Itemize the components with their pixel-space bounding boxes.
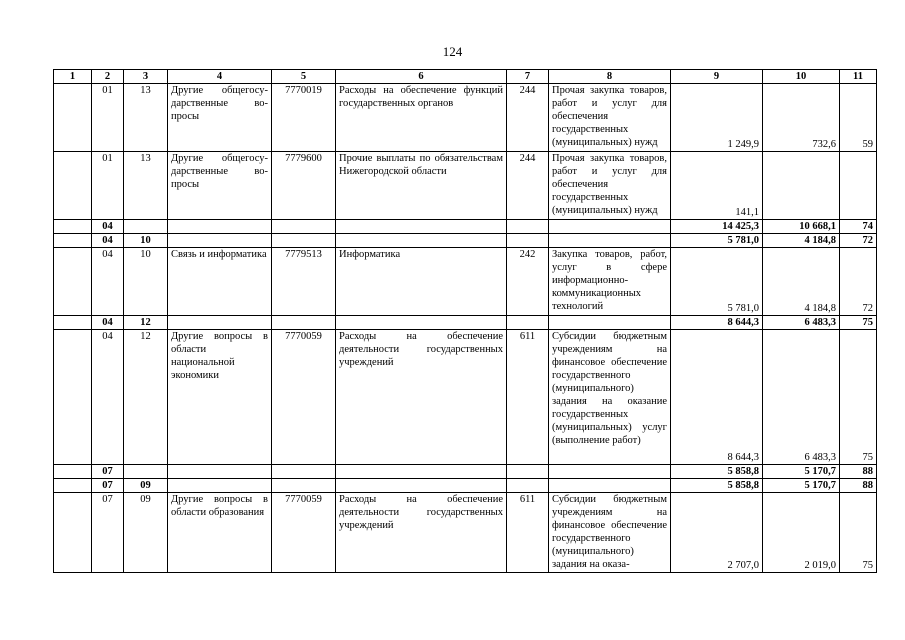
expense-type-cell: 244 xyxy=(507,84,549,152)
subsection-cell: 12 xyxy=(124,330,168,465)
plan-amount-cell: 8 644,3 xyxy=(671,330,763,465)
plan-amount-cell: 8 644,3 xyxy=(671,316,763,330)
percent-cell: 88 xyxy=(840,465,877,479)
target-article-cell: 7779513 xyxy=(272,248,336,316)
percent-cell: 75 xyxy=(840,316,877,330)
article-name-cell xyxy=(336,316,507,330)
col1-cell xyxy=(54,84,92,152)
actual-amount-cell: 5 170,7 xyxy=(763,465,840,479)
actual-amount-cell: 4 184,8 xyxy=(763,234,840,248)
plan-amount-cell: 5 781,0 xyxy=(671,248,763,316)
percent-cell xyxy=(840,152,877,220)
percent-cell: 75 xyxy=(840,493,877,573)
expense-type-name-cell xyxy=(549,234,671,248)
target-article-cell: 7779600 xyxy=(272,152,336,220)
subsection-cell: 09 xyxy=(124,479,168,493)
col1-cell xyxy=(54,234,92,248)
article-name-cell: Расходы на обеспечение деятельности государственных учреждений xyxy=(336,493,507,573)
header-cell: 3 xyxy=(124,70,168,84)
section-cell: 07 xyxy=(92,465,124,479)
percent-cell: 72 xyxy=(840,234,877,248)
expense-type-cell: 242 xyxy=(507,248,549,316)
target-article-cell: 7770059 xyxy=(272,493,336,573)
expense-type-cell xyxy=(507,234,549,248)
expense-type-cell: 611 xyxy=(507,330,549,465)
header-cell: 10 xyxy=(763,70,840,84)
header-cell: 9 xyxy=(671,70,763,84)
plan-amount-cell: 5 858,8 xyxy=(671,479,763,493)
expense-type-cell xyxy=(507,316,549,330)
article-name-cell: Прочие выплаты по обязательствам Нижегородской области xyxy=(336,152,507,220)
expense-type-name-cell: Субсидии бюджетным учреждениям на финансовое обеспечение государственного (муниципального) задания на оказание государственных (муниципальных) услуг (выполнение работ) xyxy=(549,330,671,465)
target-article-cell xyxy=(272,316,336,330)
section-name-cell xyxy=(168,465,272,479)
target-article-cell xyxy=(272,220,336,234)
section-cell: 01 xyxy=(92,84,124,152)
header-cell: 4 xyxy=(168,70,272,84)
table-row xyxy=(54,330,877,465)
col1-cell xyxy=(54,493,92,573)
article-name-cell xyxy=(336,220,507,234)
actual-amount-cell: 10 668,1 xyxy=(763,220,840,234)
actual-amount-cell: 6 483,3 xyxy=(763,330,840,465)
subsection-cell: 12 xyxy=(124,316,168,330)
plan-amount-cell: 2 707,0 xyxy=(671,493,763,573)
expense-type-cell xyxy=(507,220,549,234)
section-name-cell: Другие общегосу-дарственные во-просы xyxy=(168,152,272,220)
subtotal-row xyxy=(54,234,877,248)
col1-cell xyxy=(54,316,92,330)
subsection-cell xyxy=(124,465,168,479)
article-name-cell xyxy=(336,465,507,479)
actual-amount-cell xyxy=(763,152,840,220)
actual-amount-cell: 732,6 xyxy=(763,84,840,152)
header-cell: 5 xyxy=(272,70,336,84)
subtotal-row xyxy=(54,220,877,234)
target-article-cell: 7770019 xyxy=(272,84,336,152)
expense-type-name-cell xyxy=(549,316,671,330)
target-article-cell: 7770059 xyxy=(272,330,336,465)
table-row xyxy=(54,493,877,573)
article-name-cell xyxy=(336,234,507,248)
section-cell: 04 xyxy=(92,220,124,234)
expense-type-cell xyxy=(507,465,549,479)
section-name-cell xyxy=(168,479,272,493)
article-name-cell: Информатика xyxy=(336,248,507,316)
col1-cell xyxy=(54,330,92,465)
subtotal-row xyxy=(54,465,877,479)
table-row xyxy=(54,84,877,152)
section-cell: 07 xyxy=(92,479,124,493)
actual-amount-cell: 4 184,8 xyxy=(763,248,840,316)
col1-cell xyxy=(54,220,92,234)
col1-cell xyxy=(54,152,92,220)
page-number: 124 xyxy=(442,44,463,59)
section-cell: 07 xyxy=(92,493,124,573)
plan-amount-cell: 1 249,9 xyxy=(671,84,763,152)
percent-cell: 59 xyxy=(840,84,877,152)
percent-cell: 72 xyxy=(840,248,877,316)
header-cell: 11 xyxy=(840,70,877,84)
section-name-cell: Другие вопросы в области образования xyxy=(168,493,272,573)
plan-amount-cell: 5 781,0 xyxy=(671,234,763,248)
table-row xyxy=(54,152,877,220)
section-cell: 04 xyxy=(92,234,124,248)
plan-amount-cell: 14 425,3 xyxy=(671,220,763,234)
section-name-cell: Другие вопросы в области национальной экономики xyxy=(168,330,272,465)
expense-type-cell: 611 xyxy=(507,493,549,573)
expense-type-name-cell: Прочая закупка товаров, работ и услуг для обеспечения государственных (муниципальных) нужд xyxy=(549,84,671,152)
section-name-cell xyxy=(168,220,272,234)
percent-cell: 88 xyxy=(840,479,877,493)
expense-type-cell: 244 xyxy=(507,152,549,220)
article-name-cell: Расходы на обеспечение деятельности государственных учреждений xyxy=(336,330,507,465)
article-name-cell: Расходы на обеспечение функций государственных органов xyxy=(336,84,507,152)
section-name-cell xyxy=(168,316,272,330)
target-article-cell xyxy=(272,479,336,493)
article-name-cell xyxy=(336,479,507,493)
expense-type-name-cell xyxy=(549,479,671,493)
header-cell: 7 xyxy=(507,70,549,84)
col1-cell xyxy=(54,479,92,493)
header-cell: 1 xyxy=(54,70,92,84)
expense-type-name-cell: Закупка товаров, работ, услуг в сфере информационно-коммуникационных технологий xyxy=(549,248,671,316)
section-cell: 01 xyxy=(92,152,124,220)
header-cell: 8 xyxy=(549,70,671,84)
budget-table xyxy=(53,69,877,573)
subtotal-row xyxy=(54,479,877,493)
col1-cell xyxy=(54,248,92,316)
actual-amount-cell: 5 170,7 xyxy=(763,479,840,493)
subsection-cell: 13 xyxy=(124,84,168,152)
target-article-cell xyxy=(272,465,336,479)
expense-type-name-cell: Прочая закупка товаров, работ и услуг для обеспечения государственных (муниципальных) нужд xyxy=(549,152,671,220)
header-row xyxy=(54,70,877,84)
target-article-cell xyxy=(272,234,336,248)
expense-type-name-cell: Субсидии бюджетным учреждениям на финансовое обеспечение государственного (муниципального) задания на оказа- xyxy=(549,493,671,573)
section-cell: 04 xyxy=(92,248,124,316)
col1-cell xyxy=(54,465,92,479)
expense-type-cell xyxy=(507,479,549,493)
section-name-cell xyxy=(168,234,272,248)
subsection-cell: 10 xyxy=(124,234,168,248)
expense-type-name-cell xyxy=(549,220,671,234)
expense-type-name-cell xyxy=(549,465,671,479)
header-cell: 2 xyxy=(92,70,124,84)
plan-amount-cell: 141,1 xyxy=(671,152,763,220)
subtotal-row xyxy=(54,316,877,330)
header-cell: 6 xyxy=(336,70,507,84)
section-cell: 04 xyxy=(92,330,124,465)
subsection-cell: 09 xyxy=(124,493,168,573)
percent-cell: 75 xyxy=(840,330,877,465)
percent-cell: 74 xyxy=(840,220,877,234)
section-cell: 04 xyxy=(92,316,124,330)
subsection-cell: 13 xyxy=(124,152,168,220)
actual-amount-cell: 2 019,0 xyxy=(763,493,840,573)
plan-amount-cell: 5 858,8 xyxy=(671,465,763,479)
section-name-cell: Связь и информатика xyxy=(168,248,272,316)
subsection-cell xyxy=(124,220,168,234)
subsection-cell: 10 xyxy=(124,248,168,316)
actual-amount-cell: 6 483,3 xyxy=(763,316,840,330)
table-row xyxy=(54,248,877,316)
section-name-cell: Другие общегосу-дарственные во-просы xyxy=(168,84,272,152)
